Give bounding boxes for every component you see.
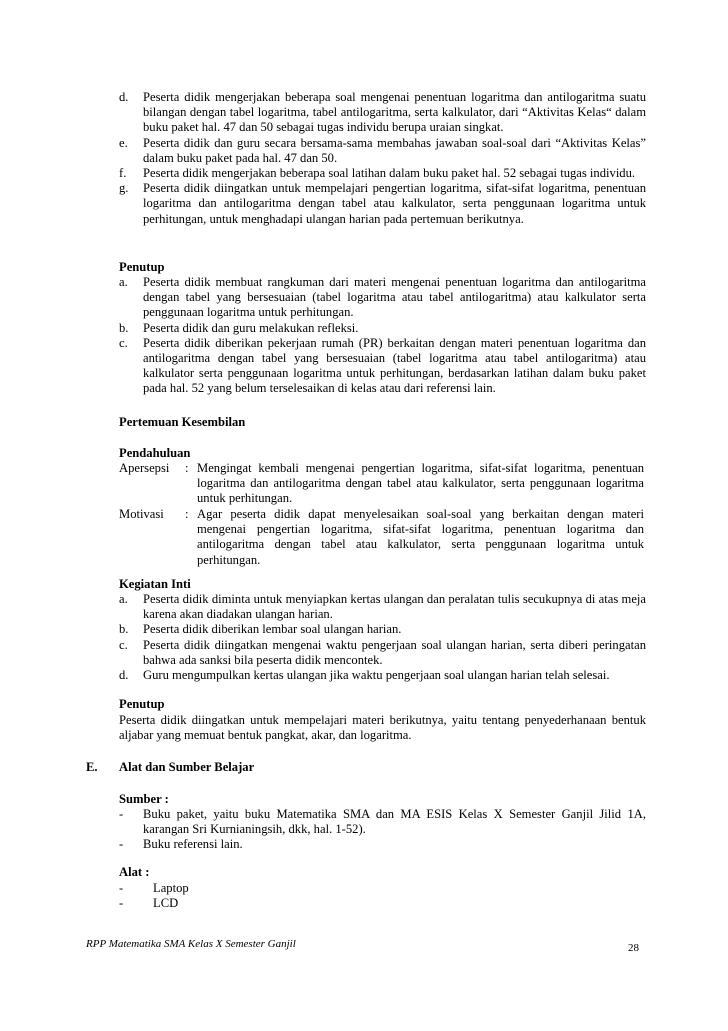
list-item: [119, 90, 646, 136]
item-text: Peserta didik diminta untuk menyiapkan kertas ulangan dan peralatan tulis secukupnya di atas meja karena akan diadakan ulangan harian.: [143, 592, 646, 622]
item-text: Peserta didik diingatkan mengenai waktu pengerjaan soal ulangan harian, serta diberi peringatan bahwa ada sanksi bila peserta didik mencontek.: [143, 637, 646, 667]
item-label: d.: [119, 668, 129, 683]
section-number: E.: [86, 760, 98, 774]
list-item: [119, 622, 646, 637]
penutup-heading: Penutup: [119, 260, 165, 274]
activity-list-continued: [119, 90, 646, 227]
list-item: [119, 807, 646, 837]
motivasi-label: Motivasi: [119, 507, 164, 521]
item-text: Peserta didik diberikan pekerjaan rumah (PR) berkaitan dengan materi penentuan logaritma dan antilogaritma dengan tabel yang bersesuaian (tabel logaritma atau tabel antilogaritma) atau kalkulator serta penggunaan logaritma untuk perhitungan, berdasarkan latihan dalam buku paket pada hal. 52 yang belum terselesaikan di kelas atau dari referensi lain.: [143, 335, 646, 396]
meeting-heading: Pertemuan Kesembilan: [119, 415, 246, 429]
item-label: -: [119, 881, 124, 895]
item-text: Peserta didik diingatkan untuk mempelajari pengertian logaritma, sifat-sifat logaritma, penentuan logaritma dan antilogaritma dengan tabel atau kalkulator, serta penggunaan logaritma untuk perhitungan, untuk menghadapi ulangan harian pada pertemuan berikutnya.: [143, 181, 646, 226]
motivasi-text: Agar peserta didik dapat menyelesaikan soal-soal yang berkaitan dengan materi mengenai pengertian logaritma, sifat-sifat logaritma, penentuan logaritma dan antilogaritma dengan tabel atau kalkulator, serta penggunaan logaritma untuk perhitungan.: [197, 507, 644, 567]
list-item: [119, 166, 646, 181]
item-text: Buku referensi lain.: [143, 837, 243, 852]
pendahuluan-heading: Pendahuluan: [119, 446, 191, 460]
penutup-paragraph: Peserta didik diingatkan untuk mempelajari materi berikutnya, yaitu tentang penyederhanaan bentuk aljabar yang memuat bentuk pangkat, akar, dan logaritma.: [119, 713, 646, 743]
item-label: c.: [119, 335, 128, 350]
item-text: Peserta didik dan guru melakukan refleksi.: [143, 320, 359, 335]
list-item: [119, 638, 646, 668]
item-label: -: [119, 807, 124, 821]
colon: :: [185, 461, 189, 475]
list-item: [119, 275, 646, 321]
section-title: Alat dan Sumber Belajar: [119, 760, 255, 774]
item-text: Peserta didik mengerjakan beberapa soal latihan dalam buku paket hal. 52 sebagai tugas individu.: [143, 166, 636, 181]
item-label: f.: [119, 166, 127, 181]
list-item: [119, 837, 646, 852]
item-text: Peserta didik mengerjakan beberapa soal mengenai penentuan logaritma dan antilogaritma suatu bilangan dengan tabel logaritma, tabel antilogaritma, serta kalkulator, dari “Aktivitas Kelas“ dalam buku paket hal. 47 dan 50 sebagai tugas individu berupa uraian singkat.: [143, 90, 646, 135]
item-text: Peserta didik membuat rangkuman dari materi mengenai penentuan logaritma dan antilogaritma dengan tabel yang bersesuaian (tabel logaritma atau tabel antilogaritma) atau kalkulator serta penggunaan logaritma untuk perhitungan.: [143, 275, 646, 320]
alat-heading: Alat :: [119, 865, 150, 879]
kegiatan-inti-list: [119, 592, 646, 683]
item-text: Peserta didik dan guru secara bersama-sama membahas jawaban soal-soal dari “Aktivitas Kelas” dalam buku paket pada hal. 47 dan 50.: [143, 135, 646, 165]
list-item: [119, 136, 646, 166]
sumber-list: [119, 807, 646, 853]
penutup-heading: Penutup: [119, 697, 165, 711]
item-text: LCD: [153, 896, 179, 910]
list-item: [119, 668, 646, 683]
kegiatan-inti-heading: Kegiatan Inti: [119, 577, 191, 591]
list-item: [119, 592, 646, 622]
item-label: e.: [119, 135, 128, 150]
list-item: [119, 321, 646, 336]
footer-text: RPP Matematika SMA Kelas X Semester Ganjil: [86, 938, 296, 950]
item-label: c.: [119, 637, 128, 652]
item-label: g.: [119, 181, 129, 196]
list-item: [119, 336, 646, 397]
item-text: Buku paket, yaitu buku Matematika SMA dan MA ESIS Kelas X Semester Ganjil Jilid 1A, karangan Sri Kurnianingsih, dkk, hal. 1-52).: [143, 807, 646, 837]
item-label: a.: [119, 592, 128, 606]
list-item: [119, 181, 646, 227]
item-text: Laptop: [153, 881, 189, 895]
page-number: 28: [628, 942, 639, 954]
item-label: -: [119, 896, 124, 910]
apersepsi-text: Mengingat kembali mengenai pengertian logaritma, sifat-sifat logaritma, penentuan logaritma dan antilogaritma dengan tabel atau kalkulator, serta penggunaan logaritma untuk perhitungan.: [197, 461, 644, 506]
item-label: a.: [119, 275, 128, 289]
item-text: Peserta didik diberikan lembar soal ulangan harian.: [143, 622, 402, 637]
colon: :: [185, 507, 189, 521]
apersepsi-label: Apersepsi: [119, 461, 170, 475]
item-label: d.: [119, 90, 129, 104]
item-label: -: [119, 837, 124, 852]
item-text: Guru mengumpulkan kertas ulangan jika waktu pengerjaan soal ulangan harian telah selesai.: [143, 668, 610, 683]
penutup-list: [119, 275, 646, 397]
sumber-heading: Sumber :: [119, 792, 169, 806]
item-label: b.: [119, 622, 129, 637]
item-label: b.: [119, 320, 129, 335]
